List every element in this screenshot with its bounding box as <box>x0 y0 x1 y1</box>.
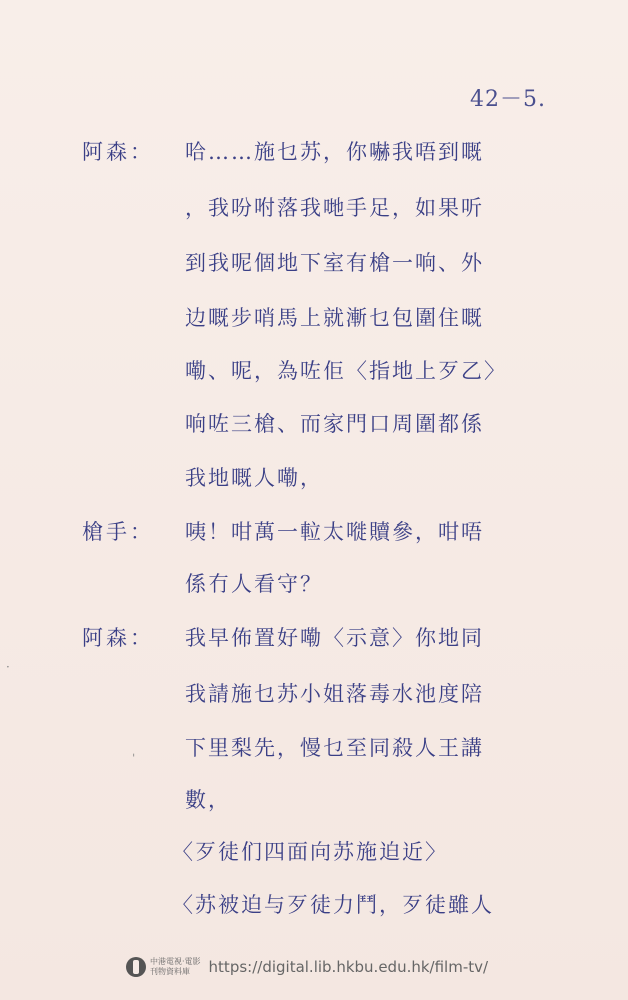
pen-mark: · <box>6 660 10 674</box>
dialogue-line: 我請施乜苏小姐落毒水池度陪 <box>185 682 484 706</box>
pen-mark: ˌ <box>132 744 136 758</box>
speaker-label: 阿森： <box>82 626 154 650</box>
dialogue-line: 係冇人看守？ <box>185 572 323 596</box>
dialogue-line: 响咗三槍、而家門口周圍都係 <box>185 412 484 436</box>
library-logo-icon <box>126 957 146 977</box>
stage-direction: 〈苏被迫与歹徒力鬥，歹徒雖人 <box>172 893 494 917</box>
dialogue-line: 到我呢個地下室有槍一响、外 <box>185 251 484 275</box>
dialogue-line: 下里梨先，慢乜至同殺人王講 <box>185 736 484 760</box>
source-url[interactable]: https://digital.lib.hkbu.edu.hk/film-tv/ <box>208 958 489 976</box>
watermark-footer <box>126 954 488 980</box>
dialogue-line: 我早佈置好嘞〈示意〉你地同 <box>185 626 484 650</box>
speaker-label: 槍手： <box>82 520 154 544</box>
dialogue-line: 嘞、呢，為咗佢〈指地上歹乙〉 <box>185 359 507 383</box>
dialogue-line: 數， <box>185 788 231 812</box>
stage-direction: 〈歹徒们四面向苏施迫近〉 <box>172 840 448 864</box>
dialogue-line: 我地嘅人嘞， <box>185 466 323 490</box>
library-logo-text: 中港電視·電影 刊物資料庫 <box>150 957 201 976</box>
dialogue-line: 哈……施乜苏，你嚇我唔到嘅 <box>185 140 484 164</box>
page-number: 42－5. <box>470 87 546 112</box>
dialogue-line: 边嘅步哨馬上就漸乜包圍住嘅 <box>185 306 484 330</box>
dialogue-line: ，我吩咐落我哋手足，如果听 <box>185 196 484 220</box>
dialogue-line: 咦！咁萬一𨋢太嘥贖參，咁唔 <box>185 520 484 544</box>
speaker-label: 阿森： <box>82 140 154 164</box>
